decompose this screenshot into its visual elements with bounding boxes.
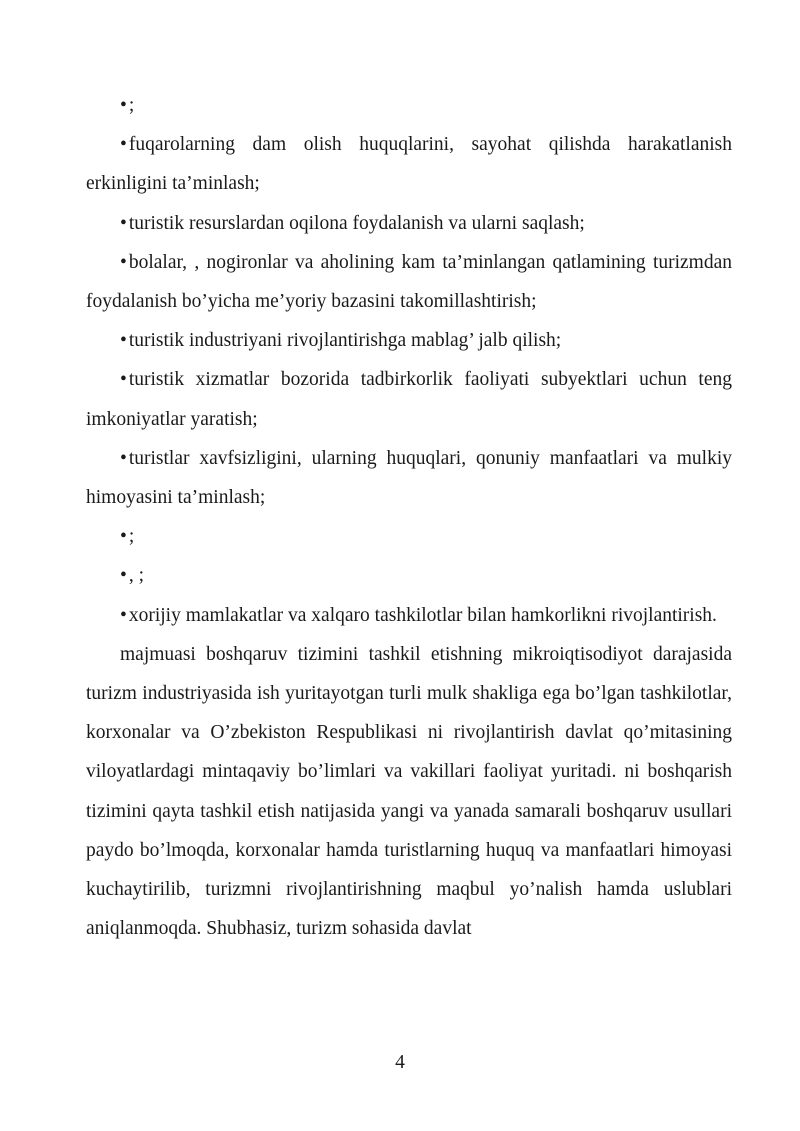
bullet-icon: • xyxy=(120,330,127,352)
list-item-text: bolalar, , nogironlar va aholining kam ta’minlangan qatlamining turizmdan foydalanish bo’yicha me’yoriy bazasini takomillashtirish; xyxy=(86,251,732,313)
list-item-text: turistik industriyani rivojlantirishga mablag’ jalb qilish; xyxy=(128,330,562,352)
list-item xyxy=(86,596,732,635)
bullet-icon: • xyxy=(120,565,127,587)
list-item-text: xorijiy mamlakatlar va xalqaro tashkilotlar bilan hamkorlikni rivojlantirish. xyxy=(128,604,717,626)
list-item xyxy=(86,439,732,517)
bullet-icon: • xyxy=(120,95,127,116)
bullet-icon: • xyxy=(120,369,127,391)
bullet-icon: • xyxy=(120,604,127,626)
bullet-icon: • xyxy=(120,526,127,548)
list-item-text: ; xyxy=(128,95,135,116)
list-item xyxy=(86,243,732,321)
list-item xyxy=(86,125,732,203)
list-item-text: fuqarolarning dam olish huquqlarini, sayohat qilishda harakatlanish erkinligini ta’minlash; xyxy=(86,134,732,195)
list-item xyxy=(86,321,732,360)
list-item xyxy=(86,86,732,125)
list-item xyxy=(86,360,732,438)
bullet-icon: • xyxy=(120,134,127,156)
bullet-icon: • xyxy=(120,447,127,469)
list-item-text: turistik resurslardan oqilona foydalanish va ularni saqlash; xyxy=(128,212,585,234)
list-item xyxy=(86,204,732,243)
list-item-text: ; xyxy=(128,526,135,548)
list-item xyxy=(86,556,732,595)
body-paragraph: majmuasi boshqaruv tizimini tashkil etishning mikroiqtisodiyot darajasida turizm industriyasida ish yuritayotgan turli mulk shakliga ega bo’lgan tashkilotlar, korxonalar va O’zbekiston Respublikasi ni rivojlantirish davlat qo’mitasining viloyatlardagi mintaqaviy bo’limlari va vakillari faoliyat yuritadi. ni boshqarish tizimini qayta tashkil etish natijasida yangi va yanada samarali boshqaruv usullari paydo bo’lmoqda, korxonalar hamda turistlarning huquq va manfaatlari himoyasi kuchaytirilib, turizmni rivojlantirishning maqbul yo’nalish hamda uslublari aniqlanmoqda. Shubhasiz, turizm sohasida davlat xyxy=(86,643,732,940)
list-item-text: turistlar xavfsizligini, ularning huquqlari, qonuniy manfaatlari va mulkiy himoyasini ta’minlash; xyxy=(86,447,732,509)
list-item xyxy=(86,517,732,556)
bullet-icon: • xyxy=(120,212,127,234)
page-number: 4 xyxy=(395,1052,405,1073)
bullet-list xyxy=(86,86,732,635)
bullet-icon: • xyxy=(120,251,127,273)
page-body xyxy=(86,86,732,948)
list-item-text: turistik xizmatlar bozorida tadbirkorlik faoliyati subyektlari uchun teng imkoniyatlar yaratish; xyxy=(86,369,732,430)
list-item-text: , ; xyxy=(128,565,144,587)
